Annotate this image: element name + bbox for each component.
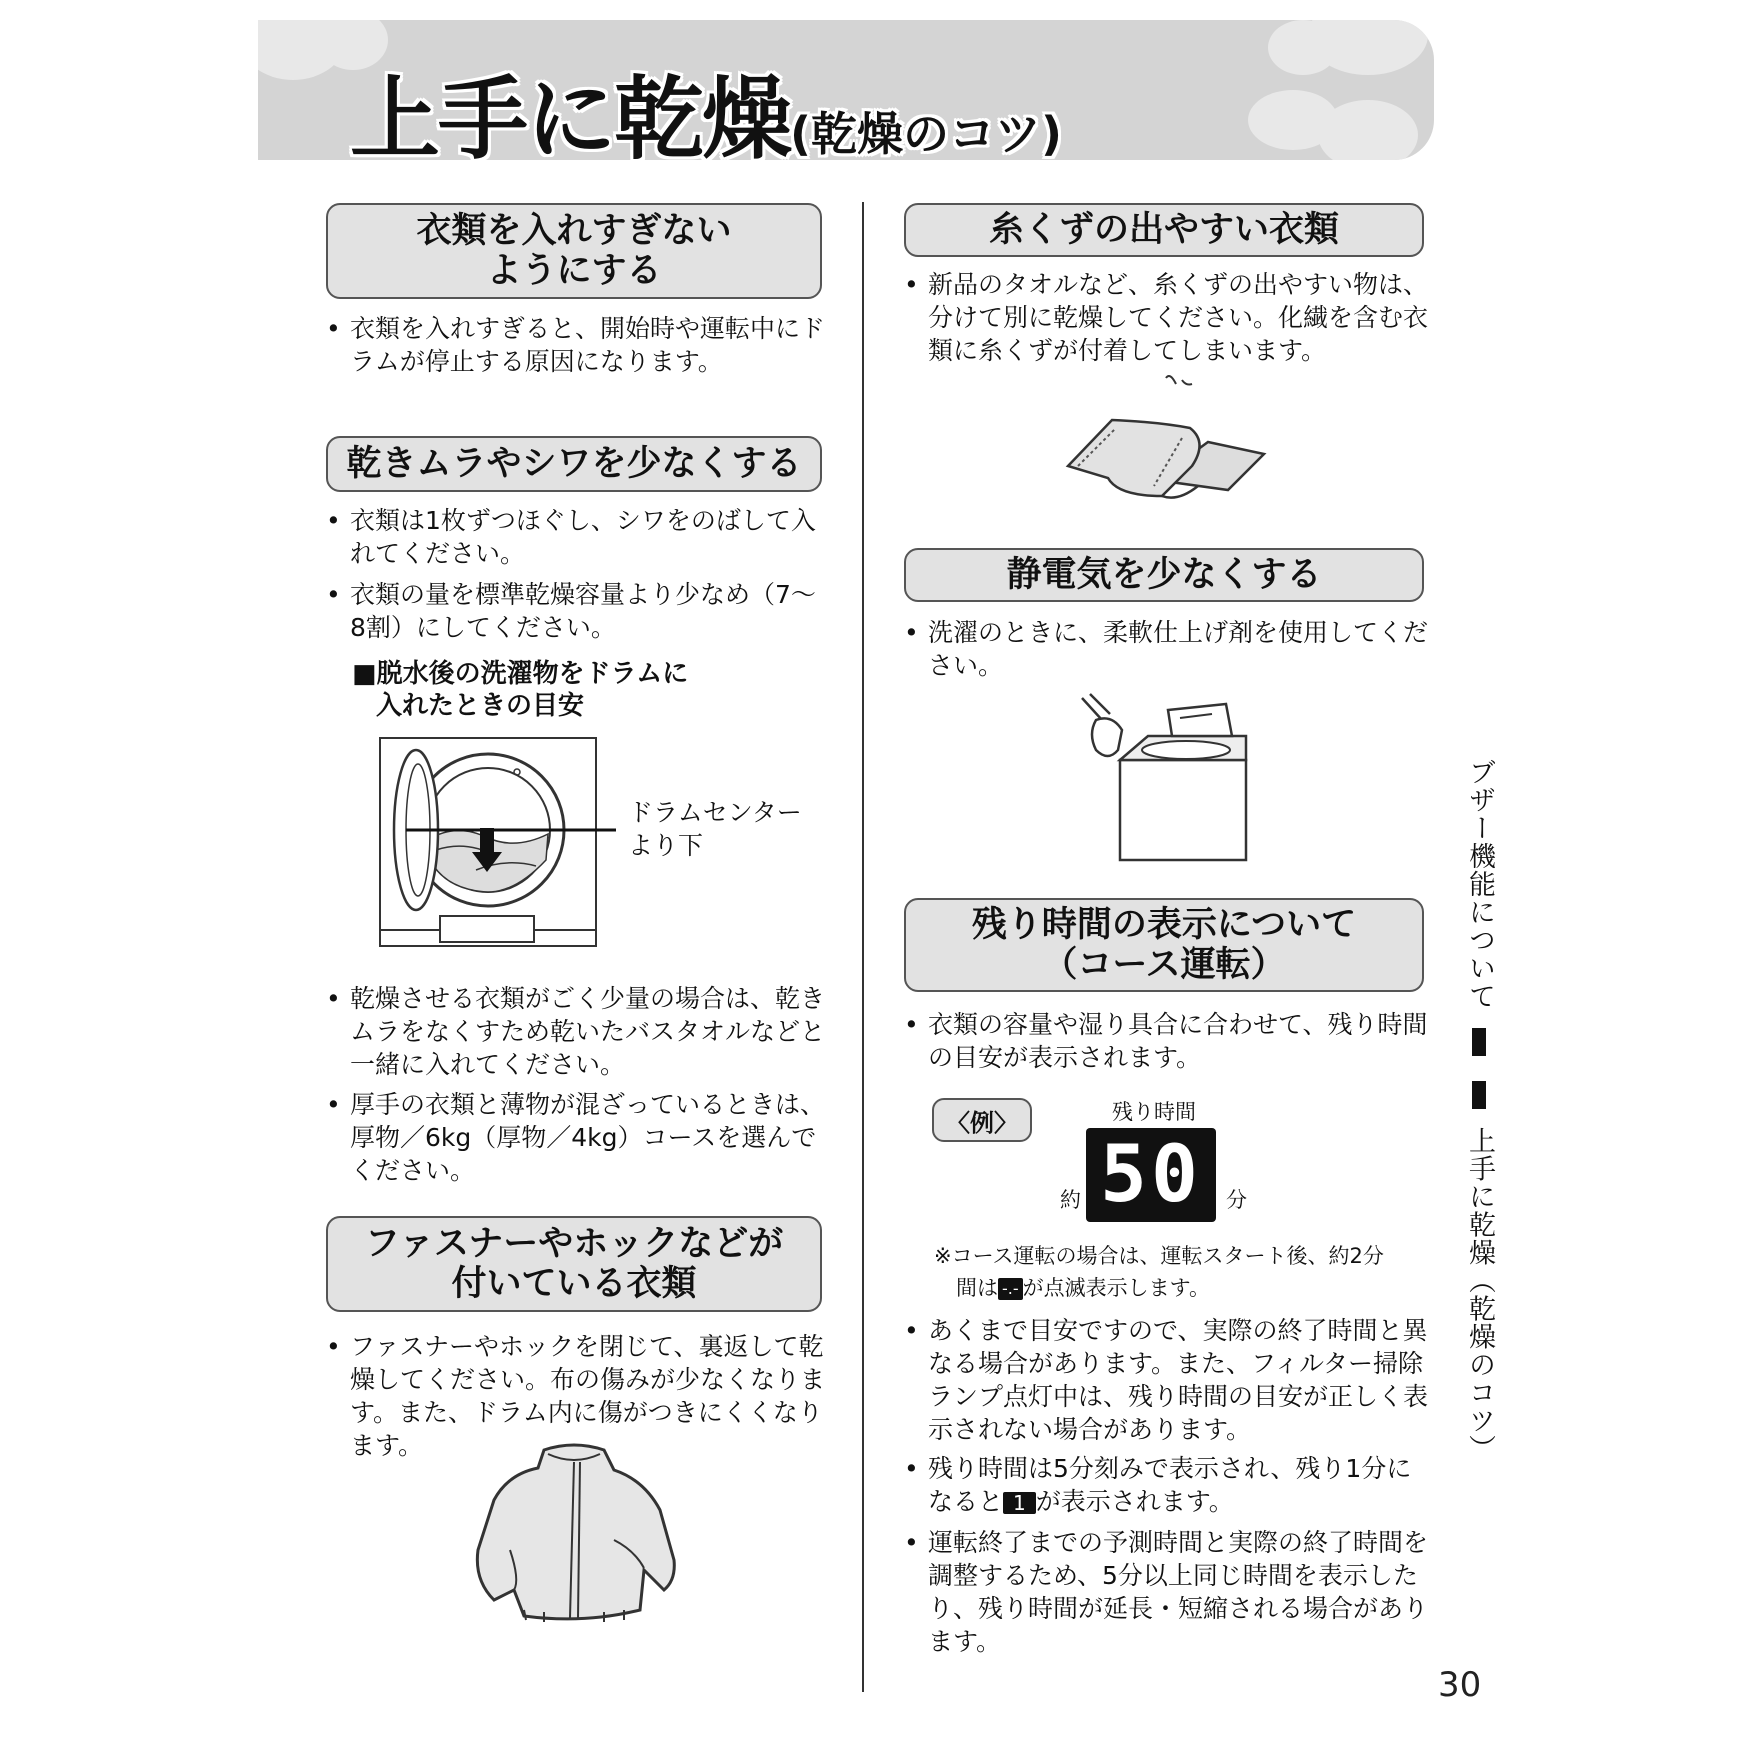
bullet-text: あくまで目安ですので、実際の終了時間と異なる場合があります。また、フィルター掃除ランプ点灯中は、残り時間の目安が正しく表示されない場合があります。 [928, 1316, 1429, 1444]
heading-line: （コース運転） [1042, 945, 1286, 985]
display-caption: 残り時間 [1112, 1100, 1196, 1124]
bullet-item: • 衣類は1枚ずつほぐし、シワをのばして入れてください。 [326, 504, 826, 570]
page-title [350, 46, 1062, 176]
bullet-item: • ファスナーやホックを閉じて、裏返して乾燥してください。布の傷みが少なくなります。また、ドラム内に傷がつきにくくなります。 [326, 1332, 826, 1460]
bullet-item: • 衣類の量を標準乾燥容量より少なめ（7～8割）にしてください。 [326, 578, 826, 644]
bullet-text: 洗濯のときに、柔軟仕上げ剤を使用してください。 [928, 618, 1429, 680]
minutes-label: 分 [1226, 1188, 1247, 1212]
segment-glyph: -.- [998, 1278, 1023, 1300]
bullet-text: 衣類を入れすぎると、開始時や運転中にドラムが停止する原因になります。 [350, 314, 826, 376]
towel-illustration [1058, 372, 1268, 512]
bullet-text-mixed [928, 1452, 1430, 1518]
column-divider [862, 202, 864, 1692]
footnote-text: 間は [956, 1276, 998, 1300]
heading-uneven-drying [326, 436, 822, 492]
bullet-text: 厚手の衣類と薄物が混ざっているときは、厚物／6kg（厚物／4kg）コースを選んでください。 [350, 1090, 826, 1185]
drum-guide-note [352, 658, 688, 722]
sidebar-text: ブザー機能について [1464, 758, 1495, 1010]
bullet-text: 衣類の容量や湿り具合に合わせて、残り時間の目安が表示されます。 [928, 1010, 1428, 1072]
segment-glyph: 1 [1003, 1492, 1036, 1514]
heading-line: ようにする [486, 251, 662, 291]
page-number: 30 [1438, 1665, 1482, 1705]
bullet-item: • 衣類の容量や湿り具合に合わせて、残り時間の目安が表示されます。 [904, 1008, 1430, 1074]
bullet-text: 衣類の量を標準乾燥容量より少なめ（7～8割）にしてください。 [350, 580, 816, 642]
heading-line: ファスナーやホックなどが [364, 1224, 784, 1264]
footnote-line: ※コース運転の場合は、運転スタート後、約2分 [934, 1244, 1384, 1268]
jacket-illustration [464, 1440, 684, 1628]
title-sub: (乾燥のコツ) [790, 107, 1063, 161]
heading-fasteners [326, 1216, 822, 1312]
sidebar-bar [1472, 1081, 1486, 1109]
bullet-item: • 運転終了までの予測時間と実際の終了時間を調整するため、5分以上同じ時間を表示したり、残り時間が延長・短縮される場合があります。 [904, 1528, 1429, 1656]
bullet-text: が表示されます。 [1035, 1487, 1234, 1516]
drum-machine-illustration [376, 730, 626, 956]
heading-line: 残り時間の表示について [971, 905, 1357, 945]
sidebar-chapter-tab [1460, 758, 1499, 1463]
approx-label: 約 [1060, 1188, 1081, 1212]
drum-center-label [628, 796, 802, 862]
footnote [934, 1240, 1384, 1304]
footnote-line-2 [956, 1272, 1384, 1304]
heading-line: 糸くずの出やすい衣類 [988, 210, 1339, 250]
note-line: ■脱水後の洗濯物をドラムに [352, 659, 689, 689]
label-line: より下 [628, 831, 704, 860]
bullet-text: 乾燥させる衣類がごく少量の場合は、乾きムラをなくすため乾いたバスタオルなどと一緒に入れてください。 [350, 984, 826, 1079]
cloud-decoration [1268, 20, 1338, 75]
heading-line: 静電気を少なくする [1006, 555, 1322, 595]
example-label: 〈例〉 [946, 1108, 1018, 1137]
bullet-item: • 新品のタオルなど、糸くずの出やすい物は、分けて別に乾燥してください。化繊を含む衣類に糸くずが付着してしまいます。 [904, 270, 1429, 365]
heading-line: 付いている衣類 [451, 1264, 697, 1304]
example-badge [932, 1098, 1032, 1142]
heading-lint [904, 203, 1424, 257]
heading-remaining-time [904, 898, 1424, 992]
bullet-text: 残り時間は5分刻みで表示され、残り1分になると [928, 1454, 1412, 1516]
bullet-text: ファスナーやホックを閉じて、裏返して乾燥してください。布の傷みが少なくなります。また、ドラム内に傷がつきにくくなります。 [350, 1332, 826, 1460]
bullet-item: • 厚手の衣類と薄物が混ざっているときは、厚物／6kg（厚物／4kg）コースを選んでください。 [326, 1090, 826, 1185]
remaining-time-display [1086, 1128, 1216, 1222]
bullet-item: • 洗濯のときに、柔軟仕上げ剤を使用してください。 [904, 618, 1429, 680]
label-line: ドラムセンター [628, 798, 802, 827]
cloud-decoration [1318, 100, 1418, 160]
bullet-text: 運転終了までの予測時間と実際の終了時間を調整するため、5分以上同じ時間を表示したり、残り時間が延長・短縮される場合があります。 [928, 1528, 1429, 1656]
sidebar-text-current: 上手に乾燥（乾燥のコツ） [1464, 1126, 1495, 1463]
bullet-text: 衣類は1枚ずつほぐし、シワをのばして入れてください。 [350, 506, 816, 568]
display-value: 50 [1100, 1130, 1202, 1220]
bullet-item: • あくまで目安ですので、実際の終了時間と異なる場合があります。また、フィルター掃除ランプ点灯中は、残り時間の目安が正しく表示されない場合があります。 [904, 1316, 1429, 1444]
title-main: 上手に乾燥 [350, 67, 790, 172]
bullet-item: • 衣類を入れすぎると、開始時や運転中にドラムが停止する原因になります。 [326, 314, 826, 376]
sidebar-bar [1472, 1028, 1486, 1056]
bullet-text: 新品のタオルなど、糸くずの出やすい物は、分けて別に乾燥してください。化繊を含む衣類に糸くずが付着してしまいます。 [928, 270, 1429, 365]
washer-illustration [1072, 690, 1252, 870]
bullet-item: • 乾燥させる衣類がごく少量の場合は、乾きムラをなくすため乾いたバスタオルなどと一緒に入れてください。 [326, 984, 826, 1079]
bullet-item: • 残り時間は5分刻みで表示され、残り1分になると 1 が表示されます。 [904, 1452, 1430, 1518]
heading-line: 衣類を入れすぎない [416, 211, 732, 251]
heading-overload [326, 203, 822, 299]
heading-line: 乾きムラやシワを少なくする [346, 444, 802, 484]
heading-static [904, 548, 1424, 602]
note-line: 入れたときの目安 [376, 691, 585, 721]
footnote-text: が点滅表示します。 [1022, 1276, 1210, 1300]
